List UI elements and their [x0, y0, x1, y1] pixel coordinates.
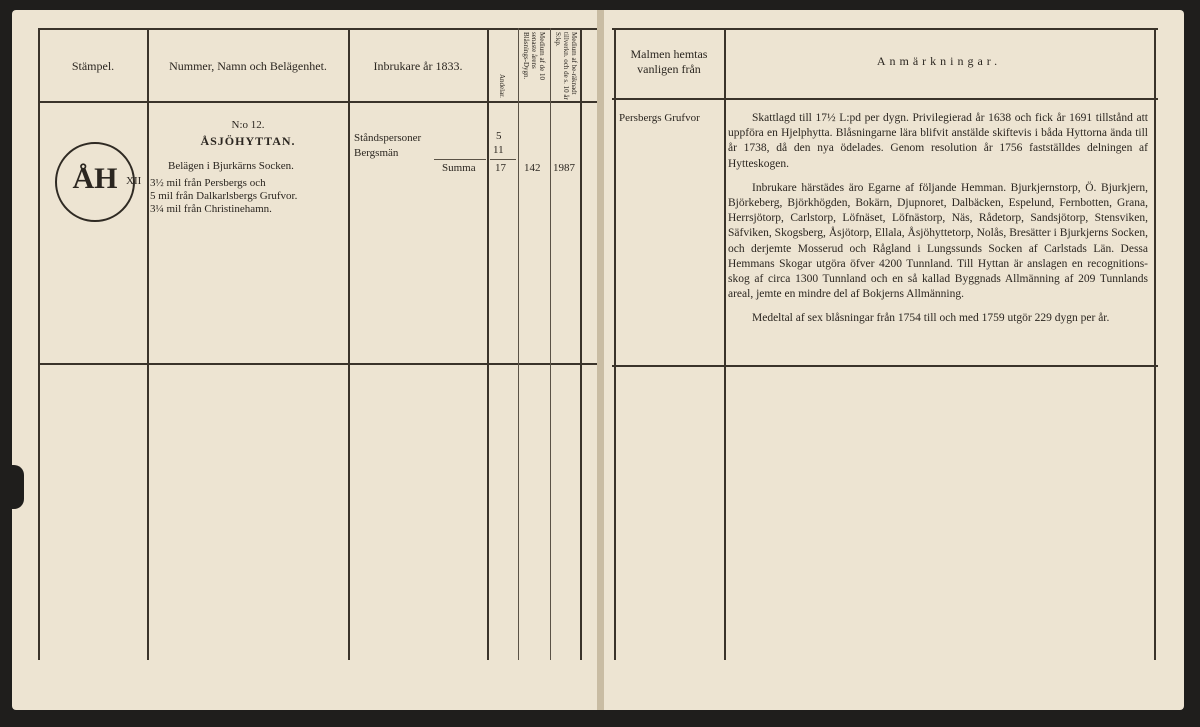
page-notch: [12, 465, 24, 509]
col-line-2: [348, 28, 350, 660]
owner-row-1: Ståndspersoner: [354, 132, 422, 144]
entry-distance-2: 5 mil från Dalkarlsbergs Grufvor.: [150, 190, 298, 202]
blasnings-dygn-value: 142: [524, 162, 541, 174]
top-rule: [38, 28, 600, 30]
header-rule: [38, 101, 600, 103]
entry-distance-1: 3½ mil från Persbergs och: [150, 177, 266, 189]
stamp-text: ÅH: [72, 162, 118, 195]
col-line-0: [38, 28, 40, 660]
ore-source: Persbergs Grufvor: [619, 112, 700, 124]
col-line-4: [518, 28, 519, 660]
right-page: [604, 10, 1184, 710]
summa-rule: [434, 159, 486, 160]
header-medium-blasnings: Medium af de 10 senaste årens Blåsnings-Dygn.: [522, 32, 546, 81]
header-nummer: Nummer, Namn och Belägenhet.: [169, 59, 327, 73]
header-stampel: Stämpel.: [71, 59, 115, 73]
share-value-1: 5: [496, 130, 502, 142]
remark-paragraph-2: Inbrukare härstädes äro Egarne af följande Hemman. Bjurkjernstorp, Ö. Bjurkjern, Björkeberg, Björkhögden, Bokärn, Djupnoret, Dalbäcken, Espelund, Fernbotten, Grana, Herrsjötorp, Carlstorp, Löfnäset, Löfnästorp, Näs, Rådetorp, Sandsjötorp, Stensviken, Säfviken, Skogsberg, Åsjötorp, Ellala, Åsjöhyttetorp, Nolås, Bresätter i Bjurkjerns Socken, och derjemte Mosserud och Rågland i Lungssunds Socken af Carlstads Län. Dessa Hemmans Skogar utgöra öfver 4200 Tunnland. Till Hyttan är anslagen en recognitions-skog af circa 1300 Tunnland och en så kallad Byggnads Allmänning af 209 Tunnlands areal, jemte en mindre del af Bokjerns Allmänning.: [728, 181, 1148, 301]
share-total: 17: [495, 162, 506, 174]
roman-numeral: XII: [126, 175, 142, 187]
skeppund-value: 1987: [553, 162, 575, 174]
header-andelar: Andelar.: [498, 74, 506, 98]
entry-distance-3: 3¼ mil från Christinehamn.: [150, 203, 272, 215]
remarks-text: [728, 111, 1148, 336]
col-line-6: [580, 28, 582, 660]
owner-row-2: Bergsmän: [354, 147, 399, 159]
share-sum-rule: [490, 159, 516, 160]
header-rule: [612, 98, 1158, 100]
entry-location: Belägen i Bjurkärns Socken.: [168, 160, 294, 172]
col-line-1: [724, 28, 726, 660]
remark-paragraph-1: Skattlagd till 17½ L:pd per dygn. Privilegierad år 1638 och fick år 1691 tillstånd att uppföra en Hjelphytta. Blåsningarne lära blifvit anstälde skiftevis i båda Hyttorna ända till år 1738, då den nya ödelades. Genom resolution år 1756 fastställdes delningen af Hytteskogen.: [728, 112, 1148, 170]
stamp-seal: [55, 142, 135, 222]
header-medium-skp: Medium af be-räknadt tillverkn. och de s. 10 år S:kp.: [554, 32, 578, 100]
share-value-2: 11: [493, 144, 504, 156]
left-page: [12, 10, 598, 710]
col-line-1: [147, 28, 149, 660]
col-line-3: [487, 28, 489, 660]
remark-paragraph-3: Medeltal af sex blåsningar från 1754 till och med 1759 utgör 229 dygn per år.: [752, 312, 1110, 325]
header-anmarkningar: Anmärkningar.: [876, 54, 1002, 68]
top-rule: [612, 28, 1158, 30]
header-malmen: Malmen hemtas vanligen från: [630, 47, 708, 76]
entry-name: ÅSJÖHYTTAN.: [200, 134, 296, 148]
col-line-2: [1154, 28, 1156, 660]
header-inbrukare: Inbrukare år 1833.: [373, 59, 463, 73]
summa-label: Summa: [442, 162, 476, 174]
col-line-5: [550, 28, 551, 660]
entry-bottom-rule: [38, 363, 600, 365]
entry-number: N:o 12.: [231, 119, 265, 131]
entry-bottom-rule: [612, 365, 1158, 367]
col-line-0: [614, 28, 616, 660]
